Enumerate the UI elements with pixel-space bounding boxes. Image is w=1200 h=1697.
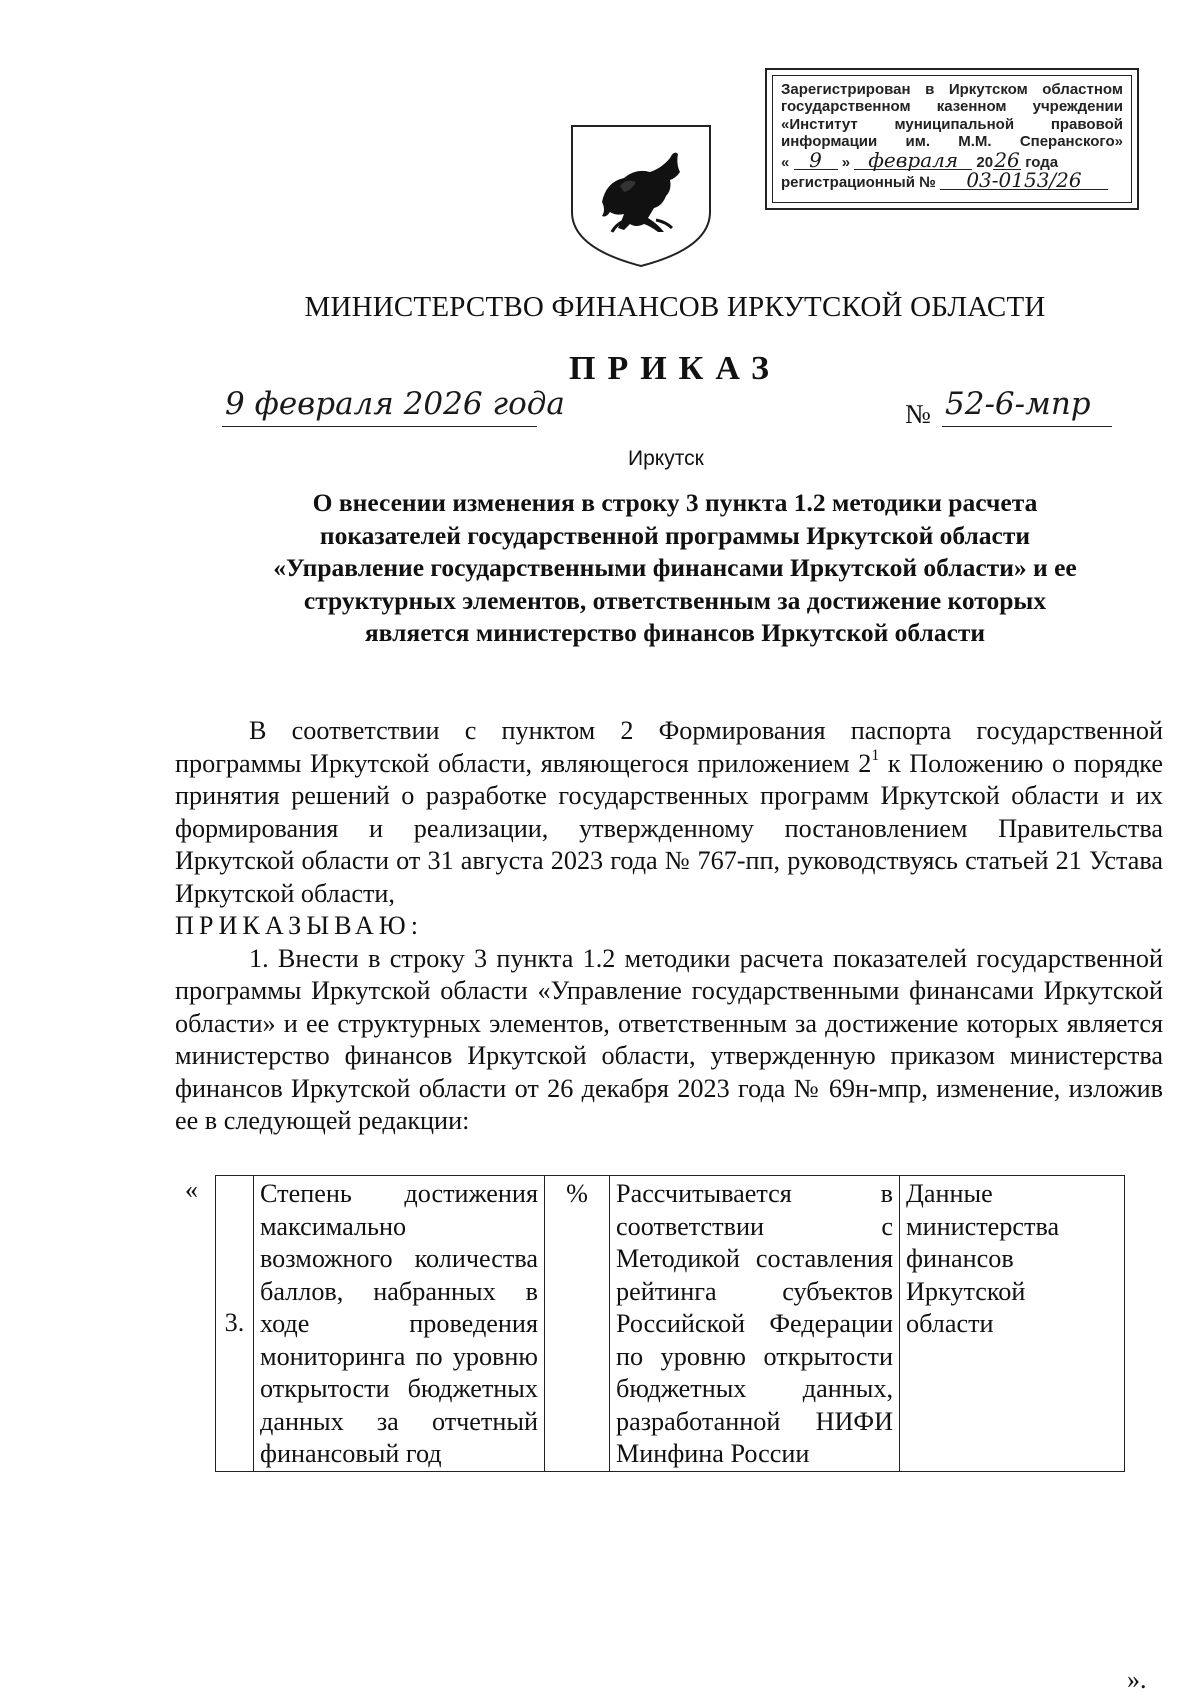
- stamp-date-open: «: [781, 153, 790, 171]
- document-type: ПРИКАЗ: [569, 350, 781, 387]
- stamp-line: «Институт муниципальной правовой: [781, 115, 1123, 133]
- city: Иркутск: [628, 447, 704, 470]
- calculation-method: Рассчитывается в соответствии с Методикой составления рейтинга субъектов Российской Федерации по уровню открытости бюджетных данных, разработанной НИФИ Минфина России: [610, 1176, 900, 1472]
- irkutsk-coat-of-arms: [566, 120, 716, 268]
- table-quote-open: «: [185, 1175, 198, 1204]
- table-row: [216, 1176, 1125, 1472]
- preamble-paragraph: [175, 715, 1163, 910]
- stamp-date-mid: »: [841, 153, 851, 171]
- row-number: 3.: [216, 1176, 254, 1472]
- title-line: показателей государственной программы Иркутской области: [319, 520, 1031, 550]
- title-line: является министерство финансов Иркутской области: [364, 618, 986, 647]
- indicator-unit: %: [545, 1176, 610, 1472]
- stamp-date-month: февраля: [854, 151, 972, 170]
- stamp-line: Зарегистрирован в Иркутском областном: [781, 81, 1123, 98]
- order-item-1: 1. Внести в строку 3 пункта 1.2 методики расчета показателей государственной программы Иркутской области «Управление государственными финансами Иркутской области» и ее структурных элементов, ответственным за достижение которых является министерство финансов Иркутской области, утвержденную приказом министерства финансов Иркутской области от 26 декабря 2023 года № 69н-мпр, изменение, изложив ее в следующей редакции:: [175, 943, 1163, 1135]
- data-source: Данные министерства финансов Иркутской области: [900, 1176, 1125, 1472]
- document-title: [150, 487, 1200, 650]
- stamp-reg-row: [781, 168, 1123, 193]
- order-number: 52-6-мпр: [945, 386, 1091, 422]
- indicator-name: Степень достижения максимально возможного количества баллов, набранных в ходе проведения мониторинга по уровню открытости бюджетных данных за отчетный финансовый год: [254, 1176, 545, 1472]
- stamp-date-suffix: года: [1025, 153, 1059, 171]
- stamp-line: информации им. М.М. Сперанского»: [781, 133, 1123, 151]
- amendment-table: [215, 1175, 1125, 1472]
- preamble-text-a: В соответствии с пунктом 2 Формирования паспорта государственной программы Иркутской области, являющегося приложением 2: [175, 716, 1163, 778]
- stamp-line: государственном казенном учреждении: [781, 98, 1123, 116]
- order-date: 9 февраля 2026 года: [225, 386, 565, 422]
- order-word: ПРИКАЗЫВАЮ:: [175, 911, 423, 940]
- stamp-date-year-prefix: 20: [976, 153, 994, 171]
- stamp-reg-number: 03-0153/26: [940, 171, 1108, 190]
- preamble-text-b: к Положению о порядке принятия решений о разработке государственных программ Иркутской области и их формирования и реализации, утвержденному постановлением Правительства Иркутской области от 31 августа 2023 года № 767-пп, руководствуясь статьей 21 Устава Иркутской области,: [175, 748, 1163, 908]
- stamp-reg-label: регистрационный №: [781, 174, 936, 192]
- order-number-underline: [942, 426, 1112, 427]
- title-line: «Управление государственными финансами Иркутской области» и ее: [273, 553, 1077, 582]
- title-line: О внесении изменения в строку 3 пункта 1.2 методики расчета: [312, 488, 1038, 517]
- registration-stamp: [765, 68, 1139, 210]
- table-quote-close: ».: [1127, 1665, 1147, 1694]
- document-body: [175, 715, 1163, 1138]
- preamble-superscript: 1: [871, 746, 880, 764]
- order-date-underline: [222, 426, 537, 427]
- ministry-name: МИНИСТЕРСТВО ФИНАНСОВ ИРКУТСКОЙ ОБЛАСТИ: [304, 291, 1046, 323]
- order-number-label: №: [905, 399, 931, 429]
- stamp-date-year-suffix: 26: [994, 147, 1020, 172]
- stamp-date-day: 9: [794, 151, 838, 170]
- title-line: структурных элементов, ответственным за достижение которых: [303, 585, 1047, 615]
